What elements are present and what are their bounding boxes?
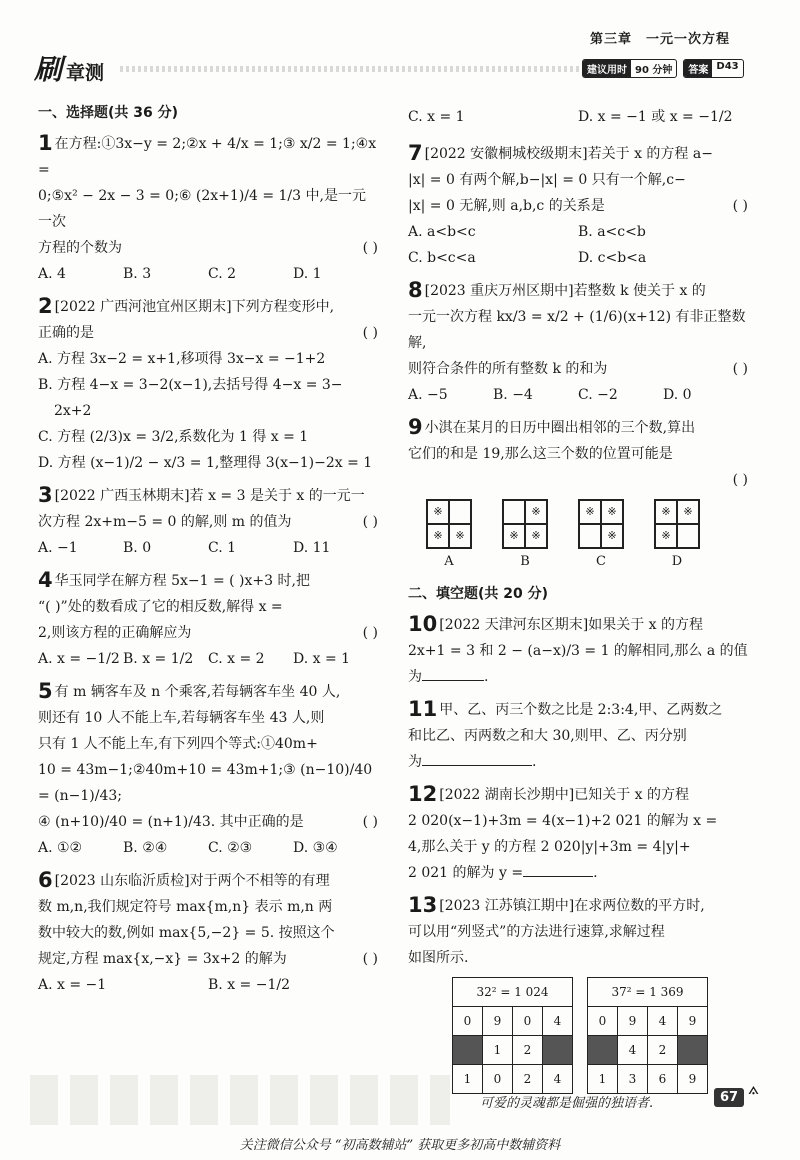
question-text: 华玉同学在解方程 5x−1 = ( )x+3 时,把: [54, 573, 310, 589]
question-text: 4,那么关于 y 的方程 2 020|y|+3m = 4|y|+: [408, 839, 691, 855]
option-a: A. 4: [38, 266, 66, 282]
shaded-cell: [588, 1036, 618, 1065]
answer-paren: ( ): [732, 198, 748, 214]
option-a: A. a<b<c: [408, 224, 476, 240]
question-12: [408, 781, 748, 886]
chapter-number: 第三章: [590, 32, 633, 47]
question-5: [38, 678, 378, 861]
question-number: 8: [408, 278, 423, 302]
question-text: 次方程 2x+m−5 = 0 的解,则 m 的值为: [38, 514, 292, 530]
question-text: [2023 重庆万州区期中]若整数 k 使关于 x 的: [424, 283, 706, 299]
empty-cell: [677, 524, 699, 548]
question-text: 2x+1 = 3 和 2 − (a−x)/3 = 1 的解相同,那么 a 的值: [408, 643, 748, 659]
question-text: 正确的是: [38, 325, 94, 341]
question-text: 方程的个数为: [38, 240, 122, 256]
option-b: B. 方程 4−x = 3−2(x−1),去括号得 4−x = 3−: [38, 377, 343, 393]
footer-notice: 关注微信公众号 “初高数辅站” 获取更多初高中数辅资料: [239, 1138, 561, 1153]
cell: 0: [453, 1007, 483, 1036]
question-text: 如图所示.: [408, 950, 469, 966]
question-text: 在方程:①3x−y = 2;②x + 4/x = 1;③ x/2 = 1;④x =: [38, 136, 377, 178]
answer-paren: ( ): [732, 472, 748, 488]
question-text: 甲、乙、丙三个数之比是 2:3:4,甲、乙两数之: [439, 702, 723, 718]
section-title-fill: 二、填空题(共 20 分): [408, 586, 549, 602]
question-number: 10: [408, 612, 438, 636]
shaded-cell: [453, 1036, 483, 1065]
cell: 6: [648, 1065, 678, 1094]
answer-blank[interactable]: [422, 680, 484, 681]
table-title: 37² = 1 369: [588, 978, 708, 1007]
question-number: 4: [38, 568, 53, 592]
empty-cell: [503, 500, 525, 524]
answer-paren: ( ): [362, 951, 378, 967]
cell: 9: [618, 1007, 648, 1036]
question-number: 3: [38, 483, 53, 507]
option-d: D. 方程 (x−1)/2 − x/3 = 1,整理得 3(x−1)−2x = 1: [38, 455, 373, 471]
cell: 4: [648, 1007, 678, 1036]
question-text: 则符合条件的所有整数 k 的和为: [408, 361, 608, 377]
marked-cell: ※: [525, 500, 547, 524]
question-text: 有 m 辆客车及 n 个乘客,若每辆客车坐 40 人,: [54, 684, 341, 700]
cell: 2: [513, 1036, 543, 1065]
option-c: C. x = 1: [408, 109, 465, 125]
question-number: 9: [408, 415, 423, 439]
marked-cell: ※: [601, 524, 623, 548]
option-b-cont: 2x+2: [54, 403, 92, 419]
question-text: ④ (n+10)/40 = (n+1)/43. 其中正确的是: [38, 814, 304, 830]
answer-blank[interactable]: [523, 876, 593, 877]
question-text: [2022 广西河池宜州区期末]下列方程变形中,: [54, 299, 335, 315]
question-text: 数 m,n,我们规定符号 max{m,n} 表示 m,n 两: [38, 899, 333, 915]
option-a: A. 方程 3x−2 = x+1,移项得 3x−x = −1+2: [38, 351, 326, 367]
figure-b: [502, 499, 548, 575]
square-table-37: [587, 977, 708, 1094]
question-number: 13: [408, 893, 438, 917]
cell: 1: [588, 1065, 618, 1094]
shaded-cell: [543, 1036, 573, 1065]
question-text: [2022 广西玉林期末]若 x = 3 是关于 x 的一元一: [54, 488, 365, 504]
question-text: 规定,方程 max{x,−x} = 3x+2 的解为: [38, 951, 287, 967]
empty-cell: [449, 500, 471, 524]
marked-cell: ※: [427, 500, 449, 524]
cell: 1: [453, 1065, 483, 1094]
square-tables: [452, 977, 748, 1094]
figure-d: [654, 499, 700, 575]
header-tags: [582, 59, 744, 78]
logo-char: 刷: [34, 53, 63, 86]
question-text: [2022 安徽桐城校级期末]若关于 x 的方程 a−: [424, 146, 713, 162]
answer-paren: ( ): [362, 325, 378, 341]
question-number: 6: [38, 868, 53, 892]
marked-cell: ※: [503, 524, 525, 548]
option-a: A. x = −1: [38, 977, 107, 993]
option-b: B. a<c<b: [578, 224, 646, 240]
cell: 3: [618, 1065, 648, 1094]
question-text: 数中较大的数,例如 max{5,−2} = 5. 按照这个: [38, 925, 335, 941]
option-b: B. 3: [123, 266, 152, 282]
cell: 2: [513, 1065, 543, 1094]
question-text: [2023 江苏镇江期中]在求两位数的平方时,: [439, 898, 705, 914]
question-text: .: [593, 865, 598, 881]
marked-cell: ※: [655, 524, 677, 548]
question-3: [38, 482, 378, 561]
cell: 2: [648, 1036, 678, 1065]
cell: 4: [543, 1007, 573, 1036]
question-text: 2 020(x−1)+3m = 4(x−1)+2 021 的解为 x =: [408, 813, 718, 829]
time-tag: [582, 59, 677, 78]
question-number: 11: [408, 697, 438, 721]
option-b: B. x = −1/2: [208, 977, 290, 993]
question-number: 2: [38, 294, 53, 318]
question-10: [408, 611, 748, 690]
question-8: [408, 277, 748, 408]
option-b: B. ②④: [123, 840, 168, 856]
option-a: A. −1: [38, 540, 78, 556]
marked-cell: ※: [579, 500, 601, 524]
option-b: B. −4: [493, 387, 533, 403]
option-b: B. 0: [123, 540, 152, 556]
marked-cell: ※: [525, 524, 547, 548]
figure-c: [578, 499, 624, 575]
chapter-heading: [590, 28, 744, 47]
time-value: 90 分钟: [635, 65, 673, 76]
answer-paren: ( ): [362, 240, 378, 256]
square-table-32: [452, 977, 573, 1094]
option-b: B. x = 1/2: [123, 651, 194, 667]
section-title-choice: 一、选择题(共 36 分): [38, 105, 179, 121]
footer-motto: 可爱的灵魂都是倔强的独语者.: [480, 1096, 654, 1111]
question-text: |x| = 0 有两个解,b−|x| = 0 只有一个解,c−: [408, 172, 686, 188]
answer-blank[interactable]: [422, 765, 532, 766]
option-d: D. ③④: [293, 840, 338, 856]
question-text: 为: [408, 754, 422, 770]
chapter-title: 一元一次方程: [646, 32, 731, 47]
cell: 9: [483, 1007, 513, 1036]
question-13: [408, 892, 748, 1094]
header-rule: [120, 66, 580, 72]
empty-cell: [579, 524, 601, 548]
answer-paren: ( ): [362, 814, 378, 830]
option-a: A. x = −1/2: [38, 651, 120, 667]
figure-label: B: [520, 554, 530, 569]
figure-label: C: [596, 554, 606, 569]
question-number: 7: [408, 141, 423, 165]
calendar-figures: [408, 499, 748, 575]
option-d: D. x = 1: [293, 651, 351, 667]
question-7: [408, 140, 748, 271]
question-6: [38, 867, 378, 998]
question-11: [408, 696, 748, 775]
marked-cell: ※: [601, 500, 623, 524]
option-d: D. x = −1 或 x = −1/2: [578, 109, 733, 125]
question-text: 可以用“列竖式”的方法进行速算,求解过程: [408, 924, 665, 940]
question-text: 2 021 的解为 y =: [408, 865, 524, 881]
answer-value: D43: [716, 61, 739, 72]
page-number: 67: [714, 1088, 744, 1107]
question-text: [2023 山东临沂质检]对于两个不相等的有理: [54, 873, 330, 889]
question-number: 12: [408, 782, 438, 806]
question-number: 1: [38, 131, 53, 155]
question-text: 2,则该方程的正确解应为: [38, 625, 192, 641]
question-text: 10 = 43m−1;②40m+10 = 43m+1;③ (n−10)/40 = (n−1)/43;: [38, 762, 373, 804]
cell: 9: [678, 1065, 708, 1094]
logo-text: 章测: [66, 62, 105, 84]
right-column: [408, 96, 748, 1100]
answer-paren: ( ): [732, 361, 748, 377]
question-text: 只有 1 人不能上车,有下列四个等式:①40m+: [38, 736, 318, 752]
faded-watermark: [30, 1075, 450, 1125]
cell: 1: [483, 1036, 513, 1065]
cell: 0: [513, 1007, 543, 1036]
option-d: D. 1: [293, 266, 322, 282]
question-text: [2022 湖南长沙期中]已知关于 x 的方程: [439, 787, 690, 803]
marked-cell: ※: [427, 524, 449, 548]
answer-paren: ( ): [362, 514, 378, 530]
question-text: 则还有 10 人不能上车,若每辆客车坐 43 人,则: [38, 710, 325, 726]
cell: 0: [588, 1007, 618, 1036]
question-6-options-cont: [408, 104, 748, 130]
option-d: D. 11: [293, 540, 331, 556]
time-key: 建议用时: [583, 60, 631, 77]
question-text: “( )”处的数看成了它的相反数,解得 x =: [38, 599, 283, 615]
answer-key: 答案: [684, 60, 712, 77]
question-number: 5: [38, 679, 53, 703]
option-c: C. ②③: [208, 840, 253, 856]
marked-cell: ※: [655, 500, 677, 524]
answer-tag: [683, 59, 743, 78]
left-column: [38, 96, 378, 1004]
question-text: [2022 天津河东区期末]如果关于 x 的方程: [439, 617, 704, 633]
question-text: 一元一次方程 kx/3 = x/2 + (1/6)(x+12) 有非正整数解,: [408, 309, 746, 351]
compass-icon: ⟑: [748, 1078, 759, 1099]
option-d: D. 0: [663, 387, 692, 403]
marked-cell: ※: [449, 524, 471, 548]
figure-a: [426, 499, 472, 575]
cell: 4: [618, 1036, 648, 1065]
table-title: 32² = 1 024: [453, 978, 573, 1007]
option-c: C. x = 2: [208, 651, 265, 667]
option-c: C. −2: [578, 387, 618, 403]
shaded-cell: [678, 1036, 708, 1065]
cell: 0: [483, 1065, 513, 1094]
figure-label: A: [444, 554, 454, 569]
question-text: 和比乙、丙两数之和大 30,则甲、乙、丙分别: [408, 728, 687, 744]
option-c: C. 方程 (2/3)x = 3/2,系数化为 1 得 x = 1: [38, 429, 309, 445]
option-c: C. 1: [208, 540, 237, 556]
cell: 4: [543, 1065, 573, 1094]
question-text: 它们的和是 19,那么这三个数的位置可能是: [408, 446, 673, 462]
question-4: [38, 567, 378, 672]
option-c: C. b<c<a: [408, 250, 476, 266]
question-2: [38, 293, 378, 476]
question-text: |x| = 0 无解,则 a,b,c 的关系是: [408, 198, 605, 214]
question-text: 为: [408, 669, 422, 685]
question-9: [408, 414, 748, 575]
option-a: A. ①②: [38, 840, 83, 856]
figure-label: D: [671, 554, 683, 569]
question-1: [38, 130, 378, 287]
question-text: 0;⑤x² − 2x − 3 = 0;⑥ (2x+1)/4 = 1/3 中,是一元一次: [38, 188, 366, 230]
answer-paren: ( ): [362, 625, 378, 641]
section-logo: [34, 48, 104, 88]
question-text: 小淇在某月的日历中圈出相邻的三个数,算出: [424, 420, 696, 436]
option-a: A. −5: [408, 387, 448, 403]
cell: 9: [678, 1007, 708, 1036]
question-text: .: [484, 669, 489, 685]
option-d: D. c<b<a: [578, 250, 647, 266]
option-c: C. 2: [208, 266, 237, 282]
question-text: .: [532, 754, 537, 770]
marked-cell: ※: [677, 500, 699, 524]
